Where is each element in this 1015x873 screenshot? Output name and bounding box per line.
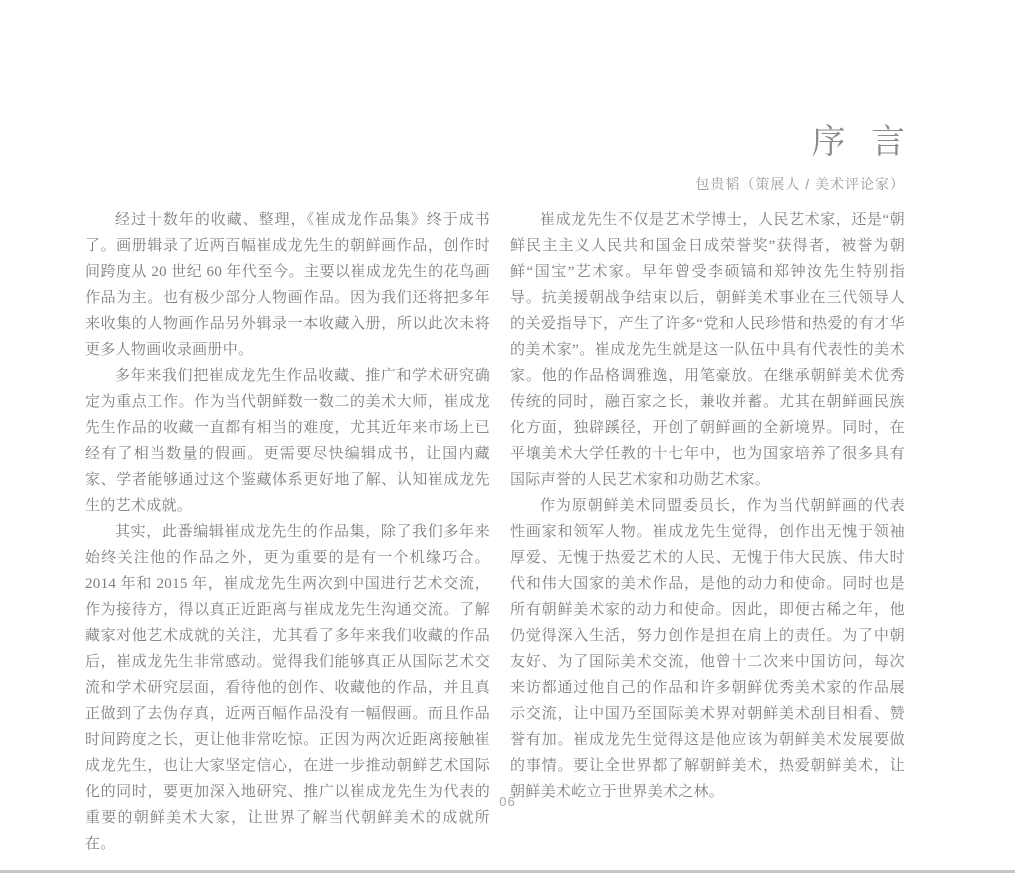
paragraph: 经过十数年的收藏、整理，《崔成龙作品集》终于成书了。画册辑录了近两百幅崔成龙先生的朝鲜画作品，创作时间跨度从 20 世纪 60 年代至今。主要以崔成龙先生的花鸟画作品为主。也有极少部分人物画作品。因为我们还将把多年来收集的人物画作品另外辑录一本收藏入册，所以此次未将更多人物画收录画册中。 bbox=[85, 212, 490, 358]
right-text-column bbox=[510, 207, 905, 857]
author-byline: 包贵韬（策展人 / 美术评论家） bbox=[695, 176, 905, 192]
body-text-columns bbox=[85, 207, 905, 857]
paragraph: 多年来我们把崔成龙先生作品收藏、推广和学术研究确定为重点工作。作为当代朝鲜数一数二的美术大师，崔成龙先生作品的收藏一直都有相当的难度，尤其近年来市场上已经有了相当数量的假画。更需要尽快编辑成书，让国内藏家、学者能够通过这个鉴藏体系更好地了解、认知崔成龙先生的艺术成就。 bbox=[85, 368, 490, 514]
page-header bbox=[695, 123, 913, 192]
page-title: 序 言 bbox=[811, 123, 913, 161]
paragraph: 作为原朝鲜美术同盟委员长，作为当代朝鲜画的代表性画家和领军人物。崔成龙先生觉得，创作出无愧于领袖厚爱、无愧于热爱艺术的人民、无愧于伟大民族、伟大时代和伟大国家的美术作品，是他的动力和使命。同时也是所有朝鲜美术家的动力和使命。因此，即便古稀之年，他仍觉得深入生活，努力创作是担在肩上的责任。为了中朝友好、为了国际美术交流，他曾十二次来中国访问，每次来访都通过他自己的作品和许多朝鲜优秀美术家的作品展示交流，让中国乃至国际美术界对朝鲜美术刮目相看、赞誉有加。崔成龙先生觉得这是他应该为朝鲜美术发展要做的事情。要让全世界都了解朝鲜美术，热爱朝鲜美术，让朝鲜美术屹立于世界美术之林。 bbox=[510, 498, 905, 800]
left-text-column bbox=[85, 207, 490, 857]
paragraph: 其实，此番编辑崔成龙先生的作品集，除了我们多年来始终关注他的作品之外，更为重要的是有一个机缘巧合。2014 年和 2015 年，崔成龙先生两次到中国进行艺术交流，作为接待方，得以真正近距离与崔成龙先生沟通交流。了解藏家对他艺术成就的关注，尤其看了多年来我们收藏的作品后，崔成龙先生非常感动。觉得我们能够真正从国际艺术交流和学术研究层面，看待他的创作、收藏他的作品，并且真正做到了去伪存真，近两百幅作品没有一幅假画。而且作品时间跨度之长，更让他非常吃惊。正因为两次近距离接触崔成龙先生，也让大家坚定信心，在进一步推动朝鲜艺术国际化的同时，要更加深入地研究、推广以崔成龙先生为代表的重要的朝鲜美术大家，让世界了解当代朝鲜美术的成就所在。 bbox=[85, 524, 490, 852]
page-number: 06 bbox=[499, 794, 516, 809]
paragraph: 崔成龙先生不仅是艺术学博士，人民艺术家，还是“朝鲜民主主义人民共和国金日成荣誉奖”获得者，被誉为朝鲜“国宝”艺术家。早年曾受李硕镐和郑钟汝先生特别指导。抗美援朝战争结束以后，朝鲜美术事业在三代领导人的关爱指导下，产生了许多“党和人民珍惜和热爱的有才华的美术家”。崔成龙先生就是这一队伍中具有代表性的美术家。他的作品格调雅逸，用笔豪放。在继承朝鲜美术优秀传统的同时，融百家之长，兼收并蓄。尤其在朝鲜画民族化方面，独辟蹊径，开创了朝鲜画的全新境界。同时，在平壤美术大学任教的十七年中，也为国家培养了很多具有国际声誉的人民艺术家和功勋艺术家。 bbox=[510, 212, 905, 488]
